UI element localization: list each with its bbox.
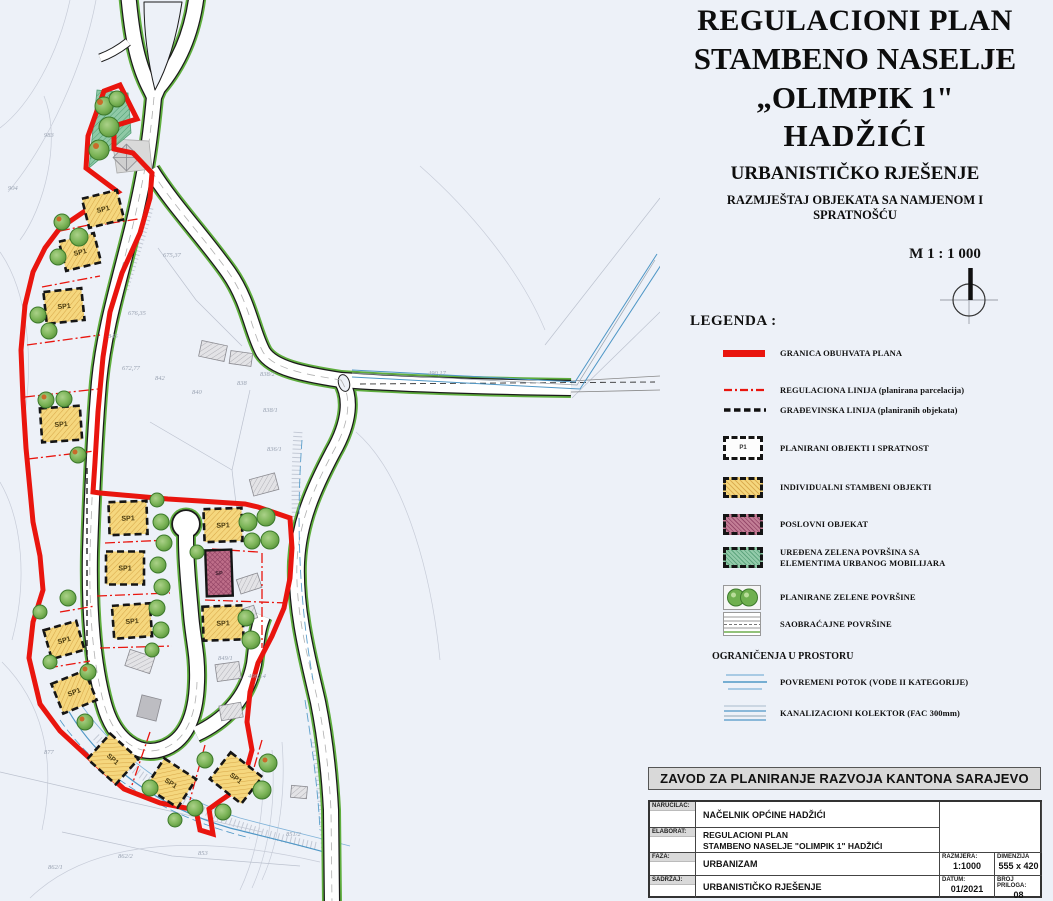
map-scale: M 1 : 1 000: [909, 246, 981, 262]
legend-item-regulaciona: REGULACIONA LINIJA (planirana parcelacija): [723, 385, 964, 395]
building-label: SP1: [162, 777, 178, 791]
business-object-icon: [723, 514, 763, 535]
narucilac-value-cell: NAČELNIK OPĆINE HADŽIĆI: [696, 802, 940, 828]
plan-boundary: [21, 85, 292, 834]
title-block-table: [648, 800, 1042, 898]
trees-icon: [723, 585, 761, 610]
building-label: SP1: [216, 522, 230, 530]
plan-title-line1: REGULACIONI PLAN: [697, 4, 1013, 37]
plan-subtitle2-line2: SPRATNOŠĆU: [813, 208, 897, 222]
building-label: SP: [215, 570, 223, 578]
faza-label-cell: FAZA:: [650, 853, 696, 876]
business-building: [205, 550, 233, 597]
legend-item-potok: POVREMENI POTOK (VODE II KATEGORIJE): [723, 671, 968, 693]
building-label: SP1: [125, 618, 139, 626]
legend-item-zelene-povrsine: PLANIRANE ZELENE POVRŠINE: [723, 585, 916, 610]
svg-text:842: 842: [155, 375, 165, 382]
svg-text:851/2: 851/2: [286, 831, 301, 838]
svg-text:675,37: 675,37: [163, 252, 181, 259]
elaborat-value-cell: REGULACIONI PLAN STAMBENO NASELJE "OLIMPIK 1" HADŽIĆI: [696, 828, 940, 853]
legend-item-gradjevinska: GRAĐEVINSKA LINIJA (planiranih objekata): [723, 405, 958, 415]
regulation-line-icon: [723, 386, 767, 394]
svg-text:838/1: 838/1: [263, 407, 278, 414]
razmjera-cell: RAZMJERA: 1:1000: [940, 853, 995, 876]
legend-item-planirani: P1 PLANIRANI OBJEKTI I SPRATNOST: [723, 436, 929, 460]
svg-text:838: 838: [237, 380, 247, 387]
plan-subtitle: URBANISTIČKO RJEŠENJE: [730, 163, 980, 184]
svg-text:862/1: 862/1: [48, 864, 63, 871]
building-label: SP1: [228, 771, 243, 786]
residential-object-icon: [723, 477, 763, 498]
road-surface-icon: [723, 612, 761, 636]
legend-item-zelena: UREĐENA ZELENA POVRŠINA SA ELEMENTIMA URBANOG MOBILIJARA: [723, 547, 945, 568]
svg-text:490,17: 490,17: [428, 370, 446, 377]
narucilac-label-cell: NARUČILAC:: [650, 802, 696, 828]
building-label: SP1: [72, 247, 88, 258]
boundary-line-icon: [723, 350, 765, 357]
building-label: SP1: [95, 204, 111, 215]
green-area-icon: [723, 547, 763, 568]
building-label: SP1: [56, 635, 72, 647]
elaborat-label-cell: ELABORAT:: [650, 828, 696, 853]
datum-cell: DATUM: 01/2021: [940, 876, 995, 898]
building-line-icon: [723, 406, 767, 414]
collector-icon: [723, 703, 767, 723]
plan-title-line3: „OLIMPIK 1": [756, 80, 954, 115]
svg-text:838/2: 838/2: [260, 371, 275, 378]
empty-cell: [940, 802, 1042, 853]
svg-text:904: 904: [8, 185, 18, 192]
building-label: SP1: [216, 620, 230, 628]
svg-text:845: 845: [108, 333, 118, 340]
plan-title-line2: STAMBENO NASELJE: [693, 41, 1017, 76]
legend-item-stambeni: INDIVIDUALNI STAMBENI OBJEKTI: [723, 477, 932, 498]
svg-text:836/1: 836/1: [267, 446, 282, 453]
svg-text:862/2: 862/2: [118, 853, 133, 860]
sadrzaj-value-cell: URBANISTIČKO RJEŠENJE: [696, 876, 940, 898]
stream-icon: [723, 671, 767, 693]
legend-item-kolektor: KANALIZACIONI KOLEKTOR (FAC 300mm): [723, 703, 960, 723]
svg-text:983: 983: [44, 132, 54, 139]
collector-lines: [299, 254, 660, 830]
faza-value-cell: URBANIZAM: [696, 853, 940, 876]
sadrzaj-label-cell: SADRŽAJ:: [650, 876, 696, 898]
svg-text:840: 840: [192, 389, 202, 396]
building-label: SP1: [54, 421, 68, 429]
svg-text:672,77: 672,77: [122, 365, 140, 372]
north-arrow-icon: [938, 262, 1000, 328]
building-label: SP1: [105, 752, 120, 767]
institution-header: ZAVOD ZA PLANIRANJE RAZVOJA KANTONA SARAJEVO: [648, 767, 1041, 790]
building-label: SP1: [57, 302, 72, 312]
svg-text:676,35: 676,35: [128, 310, 146, 317]
svg-text:849/1: 849/1: [218, 655, 233, 662]
plan-subtitle2-line1: RAZMJEŠTAJ OBJEKATA SA NAMJENOM I: [726, 193, 984, 207]
dimenzija-cell: DIMENZIJA 555 x 420: [995, 853, 1042, 876]
legend-heading: LEGENDA :: [690, 313, 777, 329]
building-label: SP1: [66, 687, 82, 699]
legend-item-poslovni: POSLOVNI OBJEKAT: [723, 514, 868, 535]
legend-item-granica: GRANICA OBUHVATA PLANA: [723, 348, 902, 358]
legend-item-saobracajne: SAOBRAĆAJNE POVRŠINE: [723, 612, 892, 636]
building-label: SP1: [118, 565, 132, 573]
planned-object-icon: P1: [723, 436, 763, 460]
broj-priloga-cell: BROJ PRILOGA: 08: [997, 877, 1027, 900]
restrictions-heading: OGRANIČENJA U PROSTORU: [712, 651, 854, 662]
plan-title-line4: HADŽIĆI: [783, 118, 927, 153]
svg-text:853: 853: [198, 850, 208, 857]
svg-text:496,14: 496,14: [248, 673, 266, 680]
svg-text:877: 877: [44, 749, 54, 756]
building-label: SP1: [121, 515, 135, 523]
